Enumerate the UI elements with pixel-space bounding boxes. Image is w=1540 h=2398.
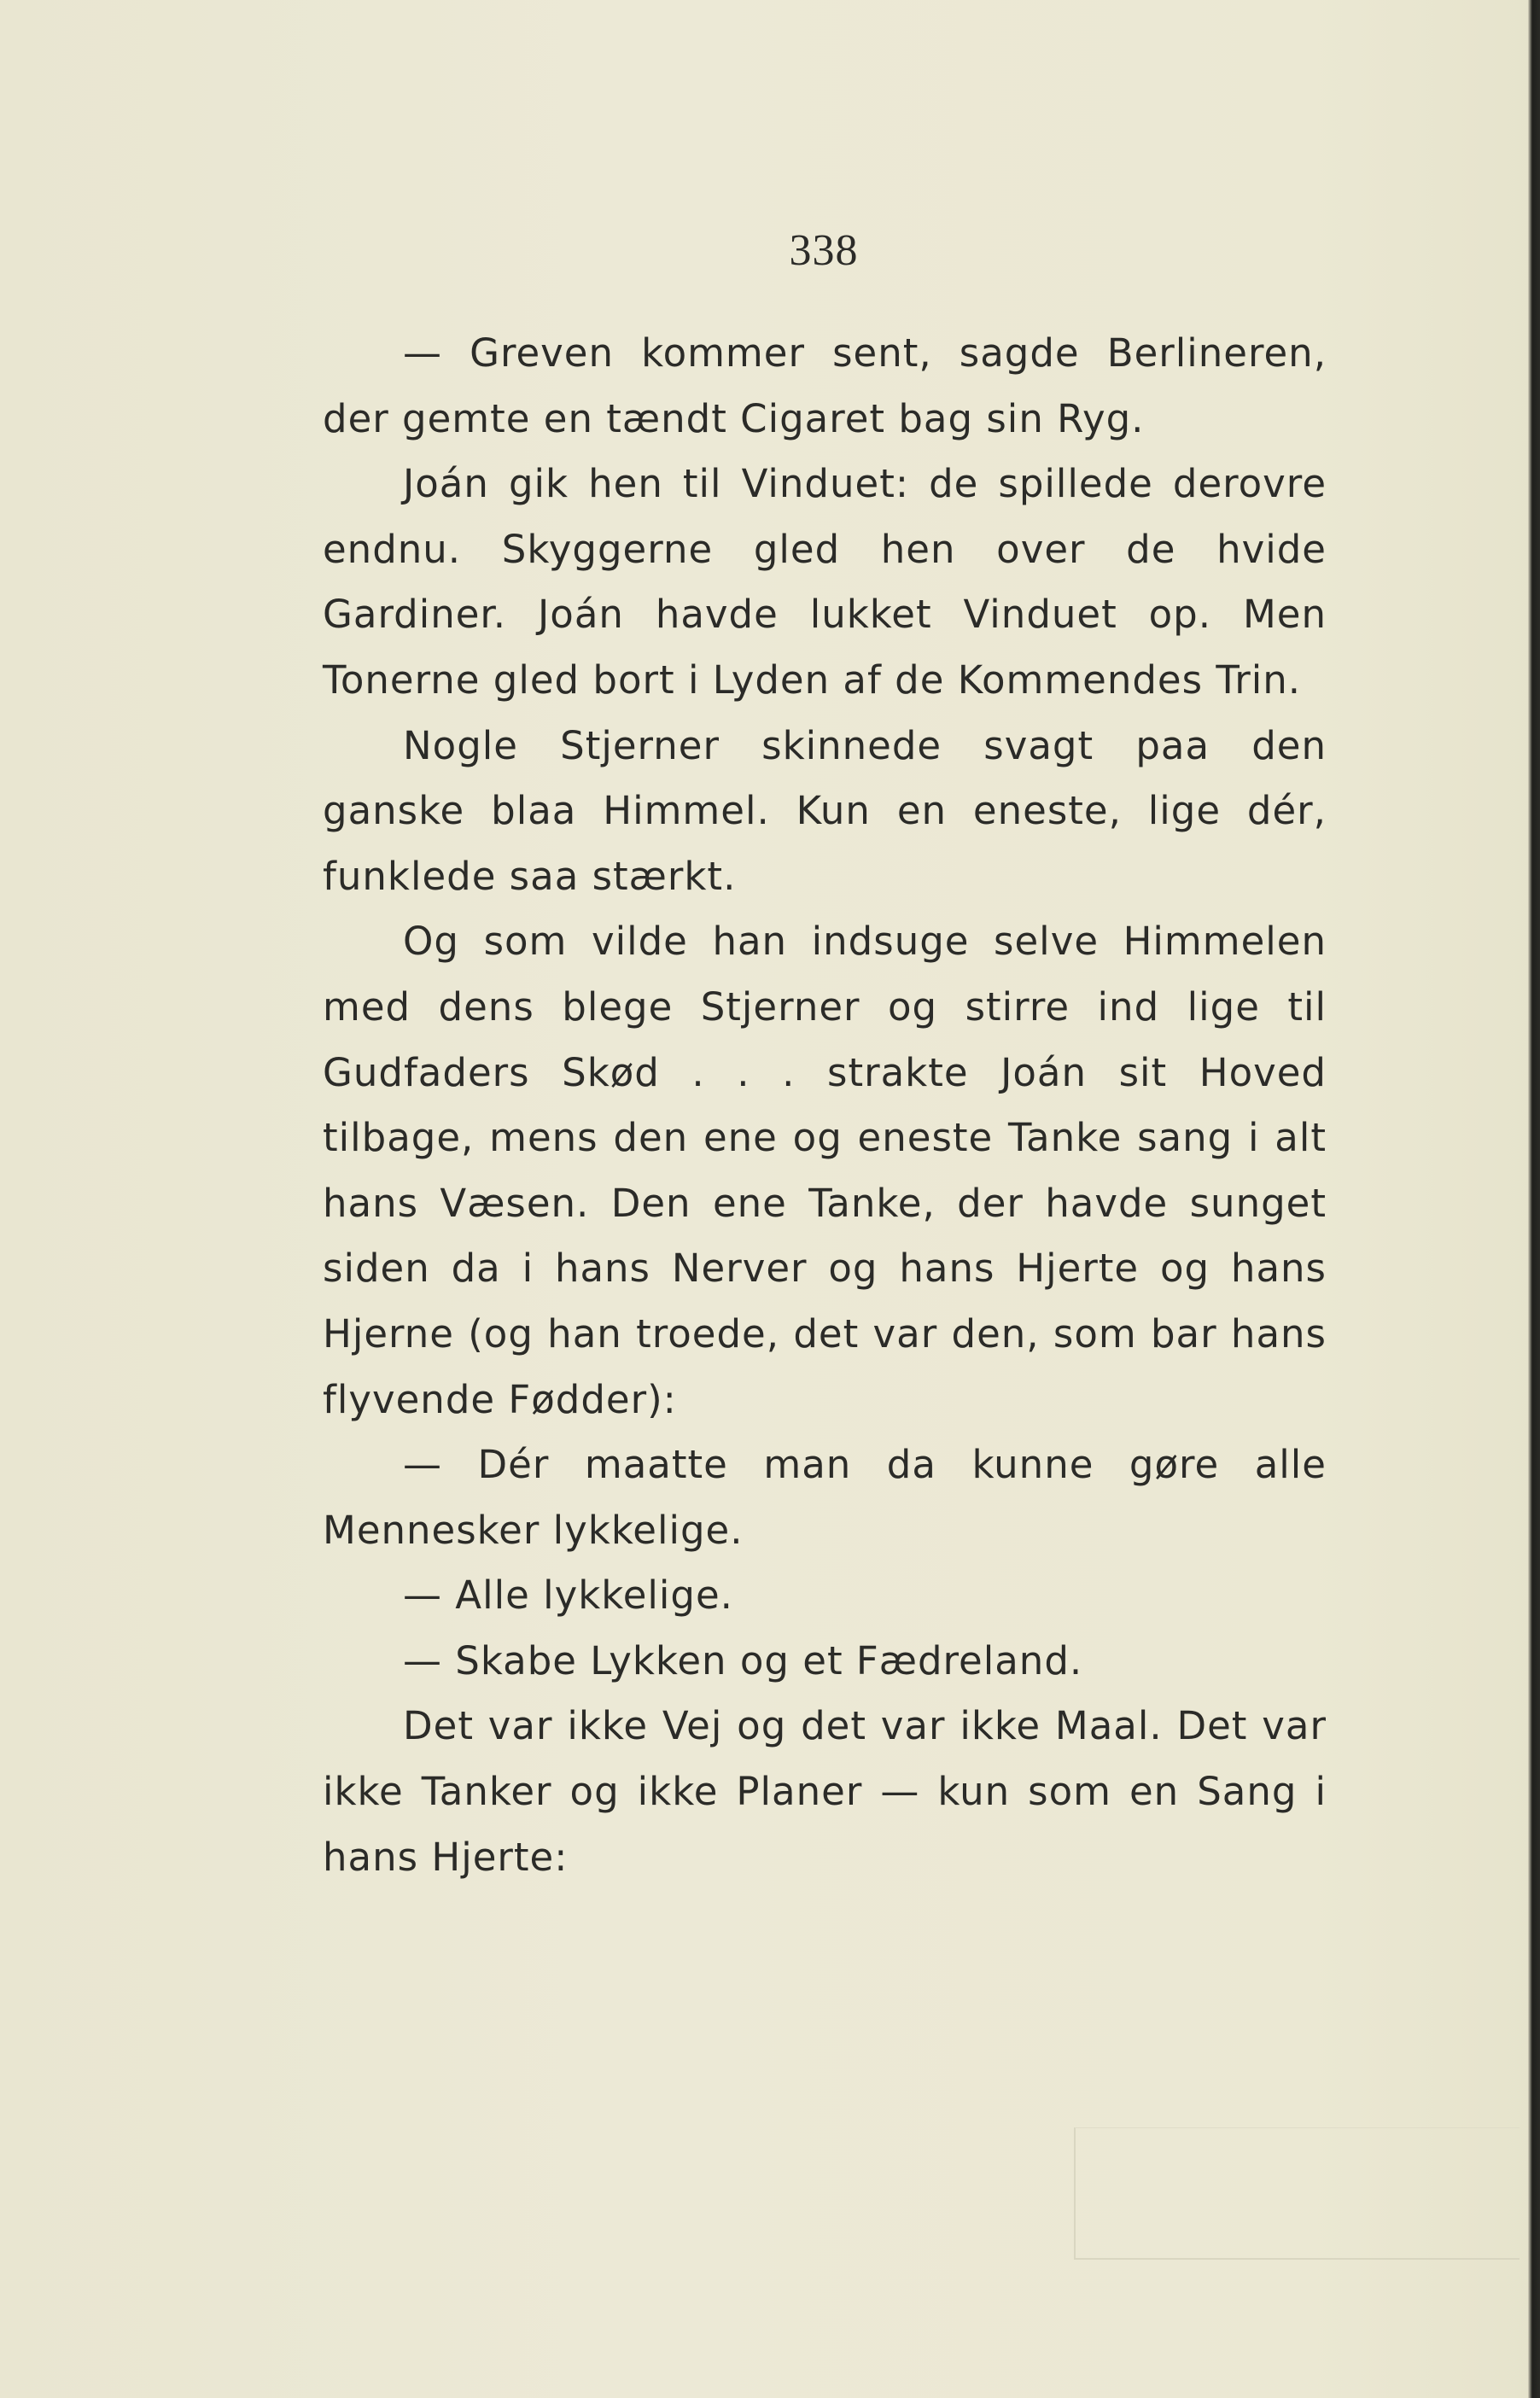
page-number: 338 [789,226,859,275]
paragraph: — Greven kommer sent, sagde Berlineren, der gemte en tændt Cigaret bag sin Ryg. [323,330,1327,441]
faint-stamp-outline [1074,2127,1520,2260]
paragraph: Og som vilde han indsuge selve Himmelen med dens blege Stjerner og stirre ind lige til Gudfaders Skød . . . strakte Joán sit Hoved tilbage, mens den ene og eneste Tanke sang i alt hans Væsen. Den ene Tanke, der havde sunget siden da i hans Nerver og hans Hjerte og hans Hjerne (og han troede, det var den, som bar hans flyvende Fødder): [323,919,1327,1422]
paragraph: — Skabe Lykken og et Fædreland. [403,1637,1083,1683]
page-edge-shadow [1528,0,1540,2398]
paragraph: Det var ikke Vej og det var ikke Maal. Det var ikke Tanker og ikke Planer — kun som en Sang i hans Hjerte: [323,1703,1327,1880]
paragraph: Joán gik hen til Vinduet: de spillede derovre endnu. Skyggerne gled hen over de hvide Gardiner. Joán havde lukket Vinduet op. Men Tonerne gled bort i Lyden af de Kommendes Trin. [323,461,1327,703]
body-text [323,321,1327,1890]
paragraph: — Dér maatte man da kunne gøre alle Mennesker lykkelige. [323,1442,1327,1553]
paragraph: — Alle lykkelige. [403,1572,733,1619]
paragraph: Nogle Stjerner skinnede svagt paa den ganske blaa Himmel. Kun en eneste, lige dér, funklede saa stærkt. [323,722,1327,899]
